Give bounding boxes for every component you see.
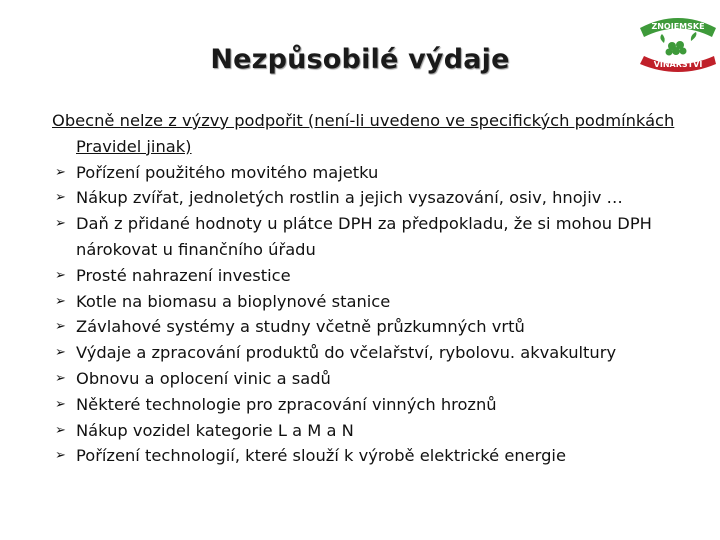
arrow-bullet-icon: ➢ (55, 396, 66, 412)
arrow-bullet-icon: ➢ (55, 345, 66, 361)
bullet-text: Závlahové systémy a studny včetně průzkumných vrtů (76, 317, 525, 337)
arrow-bullet-icon: ➢ (55, 319, 66, 335)
bullet-text: Obnovu a oplocení vinic a sadů (76, 368, 331, 388)
logo-top-text: ZNOJEMSKÉ (651, 22, 705, 31)
bullet-list (52, 160, 692, 470)
logo-bottom-text: VINAŘSTVÍ (653, 60, 703, 69)
bullet-item (52, 211, 692, 263)
bullet-text: Některé technologie pro zpracování vinných hroznů (76, 394, 497, 414)
bullet-text: Pořízení použitého movitého majetku (76, 162, 379, 182)
bullet-item (52, 418, 692, 444)
bullet-text: Kotle na biomasu a bioplynové stanice (76, 291, 391, 311)
arrow-bullet-icon: ➢ (55, 422, 66, 438)
intro-text: Obecně nelze z výzvy podpořit (není-li uvedeno ve specifických podmínkách Pravidel jinak) (52, 111, 675, 156)
arrow-bullet-icon: ➢ (55, 216, 66, 232)
arrow-bullet-icon: ➢ (55, 267, 66, 283)
bullet-text: Pořízení technologií, které slouží k výrobě elektrické energie (76, 446, 566, 466)
bullet-item (52, 185, 692, 211)
slide-title: Nezpůsobilé výdaje (210, 44, 510, 75)
bullet-text: Daň z přidané hodnoty u plátce DPH za předpokladu, že si mohou DPH nárokovat u finančního úřadu (76, 214, 652, 259)
bullet-text: Výdaje a zpracování produktů do včelařství, rybolovu. akvakultury (76, 343, 617, 363)
bullet-item (52, 443, 692, 469)
arrow-bullet-icon: ➢ (55, 190, 66, 206)
slide-content (52, 108, 692, 469)
bullet-item (52, 340, 692, 366)
bullet-text: Nákup vozidel kategorie L a M a N (76, 420, 354, 440)
bullet-item (52, 392, 692, 418)
bullet-item (52, 160, 692, 186)
arrow-bullet-icon: ➢ (55, 293, 66, 309)
bullet-item (52, 366, 692, 392)
bullet-item (52, 263, 692, 289)
bullet-text: Nákup zvířat, jednoletých rostlin a jejich vysazování, osiv, hnojiv … (76, 188, 623, 208)
bullet-item (52, 314, 692, 340)
arrow-bullet-icon: ➢ (55, 370, 66, 386)
arrow-bullet-icon: ➢ (55, 164, 66, 180)
arrow-bullet-icon: ➢ (55, 448, 66, 464)
bullet-item (52, 289, 692, 315)
bullet-text: Prosté nahrazení investice (76, 265, 291, 285)
